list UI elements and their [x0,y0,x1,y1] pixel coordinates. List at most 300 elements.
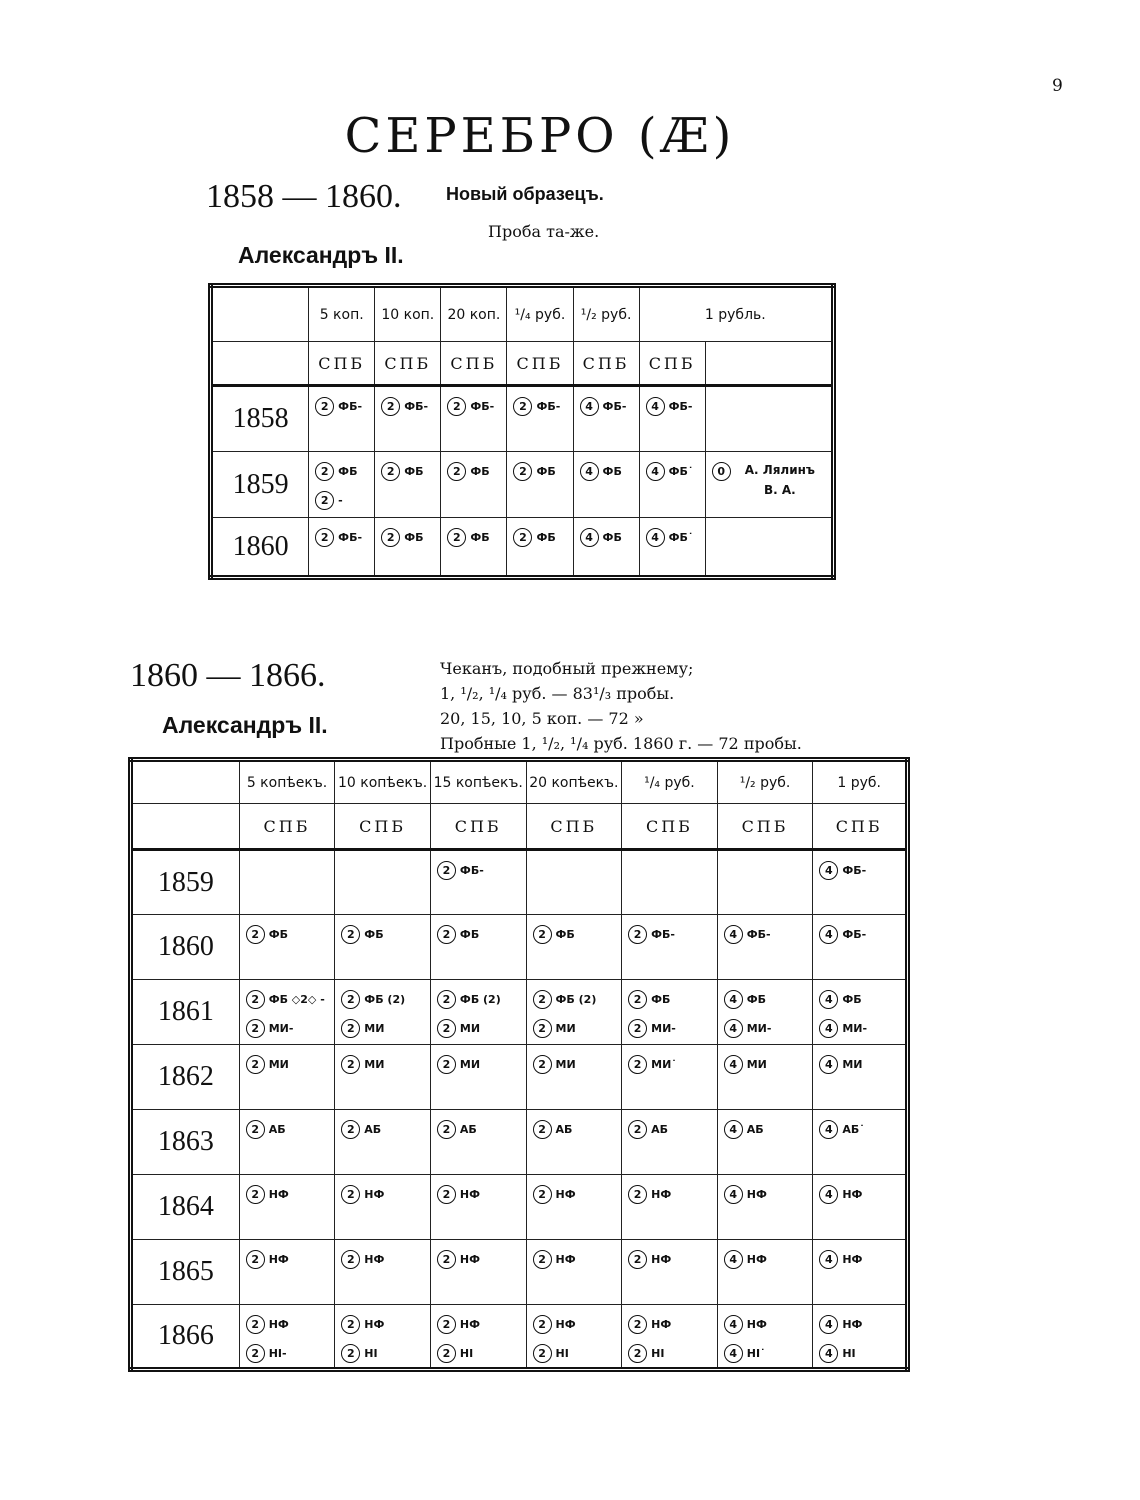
denomination-header: 15 копѣекъ. [430,760,526,804]
mint-mark [533,990,622,1009]
mint-mark [819,1250,905,1269]
mint-mark [513,397,572,416]
mintmaster-initials: НФ [746,1318,767,1331]
coin-table-1860-1866 [128,757,910,1372]
mintmaster-initials: ФБ [842,993,862,1006]
mintmaster-initials: ФБ- [842,864,867,877]
circle-mark-icon: 2 [246,1055,265,1074]
mintmaster-initials: НФ [555,1318,576,1331]
mint-mark [533,1120,622,1139]
coin-cell [335,1305,431,1370]
mint-mark [646,462,705,481]
mint-header: СПБ [639,342,705,386]
section1-subheading: Проба та-же. [488,222,600,241]
mintmaster-initials: НІ [364,1347,378,1360]
coin-cell [309,452,375,518]
circle-mark-icon: 4 [819,1019,838,1038]
circle-mark-icon: 4 [819,1055,838,1074]
mintmaster-initials: НІ [555,1347,569,1360]
circle-mark-icon: 2 [447,462,466,481]
mintmaster-initials: ФБ- [602,400,627,413]
mintmaster-initials: НФ [746,1188,767,1201]
coin-cell [239,1305,335,1370]
circle-mark-icon: 2 [437,1185,456,1204]
circle-mark-icon: 2 [533,1315,552,1334]
coin-cell [622,1175,718,1240]
mint-mark [628,1185,717,1204]
mint-mark [341,1185,430,1204]
circle-mark-icon: 2 [315,397,334,416]
circle-mark-icon: 0 [712,462,731,481]
denomination-header: 5 коп. [309,286,375,342]
circle-mark-icon: 4 [724,925,743,944]
circle-mark-icon: 4 [819,861,838,880]
mintmaster-initials: ФБ- [404,400,429,413]
mint-mark [533,1250,622,1269]
circle-mark-icon: 2 [628,1344,647,1363]
mint-mark [437,1250,526,1269]
mintmaster-initials: НІ- [268,1347,287,1360]
circle-mark-icon: 2 [381,397,400,416]
mint-mark [315,491,374,510]
mintmaster-initials: АБ [268,1123,286,1136]
circle-mark-icon: 2 [437,1315,456,1334]
coin-cell [375,452,441,518]
mintmaster-initials: ФБ˙ [668,531,694,544]
note-line: 20, 15, 10, 5 коп. — 72 » [440,709,644,728]
mint-mark [628,1315,717,1334]
coin-cell [813,1305,908,1370]
mintmaster-initials: НФ [459,1253,481,1266]
mintmaster-initials: ФБ- [668,400,693,413]
mint-mark [819,1055,905,1074]
mintmaster-initials: ФБ [459,928,480,941]
coin-cell [717,1175,813,1240]
mint-mark [437,1019,526,1038]
mintmaster-initials: МИ [459,1022,481,1035]
denomination-header: 20 коп. [441,286,507,342]
coin-cell [705,518,833,578]
mint-mark [628,1019,717,1038]
circle-mark-icon: 2 [246,1019,265,1038]
mintmaster-initials: МИ- [268,1022,294,1035]
note-line: Чеканъ, подобный прежнему; [440,659,694,678]
coin-cell [430,980,526,1045]
coin-cell [526,1175,622,1240]
mint-mark [437,1315,526,1334]
mintmaster-initials: НФ [651,1318,672,1331]
circle-mark-icon: 2 [246,990,265,1009]
circle-mark-icon: 4 [819,1344,838,1363]
coin-cell [813,1240,908,1305]
coin-cell [335,915,431,980]
coin-cell [430,1110,526,1175]
mintmaster-initials: ФБ- [746,928,771,941]
circle-mark-icon: 2 [341,1250,360,1269]
mint-mark [533,1055,622,1074]
coin-cell [717,1240,813,1305]
mintmaster-initials: МИ [555,1058,576,1071]
circle-mark-icon: 4 [580,397,599,416]
mint-mark [724,1344,813,1363]
mint-header: СПБ [507,342,573,386]
mintmaster-initials: ФБ- [470,400,495,413]
mintmaster-initials: МИ- [842,1022,868,1035]
circle-mark-icon: 2 [628,1315,647,1334]
signature-line: В. А. [763,483,796,497]
mintmaster-initials: ФБ (2) [364,993,406,1006]
section2-ruler: Александръ II. [162,712,328,738]
section2-notes [440,656,802,756]
year-cell: 1860 [131,915,240,980]
denomination-header: 1 рубль. [639,286,833,342]
mintmaster-initials: НФ [555,1253,576,1266]
coin-cell [430,1045,526,1110]
mint-mark [533,1315,622,1334]
coin-cell [639,452,705,518]
corner-cell [131,760,240,804]
mint-mark [580,397,639,416]
coin-cell [717,1110,813,1175]
mint-mark [819,990,905,1009]
section1-ruler: Александръ II. [238,242,404,268]
mint-mark [533,1019,622,1038]
circle-mark-icon: 2 [246,1250,265,1269]
coin-cell [335,850,431,915]
mint-mark [580,528,639,547]
coin-cell [813,1175,908,1240]
circle-mark-icon: 2 [246,1344,265,1363]
mint-mark [341,1315,430,1334]
mintmaster-initials: МИ [268,1058,289,1071]
coin-cell [526,1305,622,1370]
circle-mark-icon: 4 [819,1250,838,1269]
coin-cell [507,518,573,578]
mint-mark [628,990,717,1009]
coin-cell [239,1045,335,1110]
mint-header: СПБ [239,804,335,850]
mintmaster-initials: НФ [651,1253,672,1266]
circle-mark-icon: 4 [724,1185,743,1204]
page-title: СЕРЕБРО (Æ) [344,108,736,164]
mint-mark [437,1055,526,1074]
circle-mark-icon: 2 [628,1019,647,1038]
circle-mark-icon: 4 [646,462,665,481]
coin-cell [309,386,375,452]
year-cell: 1865 [131,1240,240,1305]
circle-mark-icon: 4 [724,1315,743,1334]
year-cell: 1864 [131,1175,240,1240]
mintmaster-initials: АБ [651,1123,669,1136]
note-line: Пробные 1, ¹/₂, ¹/₄ руб. 1860 г. — 72 пробы. [440,734,802,753]
coin-cell [813,980,908,1045]
mintmaster-initials: НФ [746,1253,767,1266]
mint-mark [819,1315,905,1334]
mintmaster-initials: НІ [459,1347,474,1360]
mint-header: СПБ [573,342,639,386]
coin-cell [622,1305,718,1370]
denomination-header: ¹/₂ руб. [717,760,813,804]
mint-mark [724,925,813,944]
circle-mark-icon: 2 [533,1120,552,1139]
circle-mark-icon: 2 [437,1019,456,1038]
coin-cell [375,518,441,578]
coin-cell [622,850,718,915]
circle-mark-icon: 2 [628,1250,647,1269]
mintmaster-initials: НІ˙ [746,1347,766,1360]
coin-cell [441,386,507,452]
coin-cell [813,1045,908,1110]
denomination-header: ¹/₂ руб. [573,286,639,342]
mint-mark [712,462,831,500]
mint-mark [315,397,374,416]
mint-mark [724,1250,813,1269]
mintmaster-initials: ФБ [404,465,424,478]
coin-cell [717,980,813,1045]
mint-mark [628,1250,717,1269]
mint-mark [533,1344,622,1363]
circle-mark-icon: 4 [724,1120,743,1139]
coin-cell [717,1305,813,1370]
mintmaster-initials: ФБ [602,531,622,544]
denomination-header: ¹/₄ руб. [507,286,573,342]
mintmaster-initials: ФБ [536,465,556,478]
mintmaster-initials: АБ [555,1123,573,1136]
circle-mark-icon: 4 [724,990,743,1009]
coin-cell [622,1240,718,1305]
mint-mark [724,1315,813,1334]
mintmaster-initials: НФ [268,1253,289,1266]
coin-cell [813,915,908,980]
mint-header: СПБ [813,804,908,850]
mint-mark [246,1055,335,1074]
coin-cell [717,915,813,980]
circle-mark-icon: 2 [533,1344,552,1363]
mint-mark [628,1120,717,1139]
note-line: 1, ¹/₂, ¹/₄ руб. — 83¹/₃ пробы. [440,684,675,703]
mint-mark [724,1055,813,1074]
mintmaster-initials: ФБ [555,928,575,941]
circle-mark-icon: 2 [315,528,334,547]
circle-mark-icon: 2 [437,1250,456,1269]
mintmaster-initials: НФ [364,1318,385,1331]
coin-cell [507,452,573,518]
corner-cell [131,804,240,850]
mintmaster-initials: МИ- [746,1022,772,1035]
coin-cell [239,1240,335,1305]
year-cell: 1863 [131,1110,240,1175]
mintmaster-initials: ФБ- [338,400,363,413]
coin-cell [441,452,507,518]
coin-cell [717,1045,813,1110]
mintmaster-initials: ФБ- [651,928,675,941]
circle-mark-icon: 2 [437,1055,456,1074]
mint-mark [381,528,440,547]
mint-mark [437,861,526,880]
mintmaster-initials: НФ [268,1318,289,1331]
mint-mark [447,462,506,481]
mintmaster-initials: МИ [459,1058,481,1071]
coin-cell [309,518,375,578]
mint-mark [628,925,717,944]
circle-mark-icon: 4 [819,925,838,944]
circle-mark-icon: 2 [341,1315,360,1334]
mint-mark [246,1185,335,1204]
mint-mark [513,462,572,481]
mint-mark [437,1344,526,1363]
mint-mark [724,990,813,1009]
circle-mark-icon: 2 [315,462,334,481]
mintmaster-initials: МИ [842,1058,863,1071]
circle-mark-icon: 2 [533,1019,552,1038]
circle-mark-icon: 4 [580,462,599,481]
coin-cell [239,850,335,915]
circle-mark-icon: 4 [646,397,665,416]
coin-cell [813,850,908,915]
coin-cell [526,980,622,1045]
mintmaster-initials: МИ [364,1022,385,1035]
coin-cell [335,1240,431,1305]
year-cell: 1861 [131,980,240,1045]
year-cell: 1858 [211,386,309,452]
circle-mark-icon: 2 [533,1055,552,1074]
circle-mark-icon: 2 [628,990,647,1009]
mint-mark [724,1185,813,1204]
mintmaster-initials: ФБ [536,531,556,544]
coin-cell [375,386,441,452]
signature-line: А. Лялинъ [744,463,815,477]
mintmaster-initials: МИ [746,1058,767,1071]
circle-mark-icon: 2 [246,1315,265,1334]
mintmaster-initials: ФБ- [536,400,561,413]
signature-note [745,460,815,500]
coin-cell [526,850,622,915]
coin-cell [239,1175,335,1240]
mint-mark [533,925,622,944]
mint-header: СПБ [622,804,718,850]
circle-mark-icon: 4 [580,528,599,547]
coin-cell [335,1045,431,1110]
mint-mark [246,925,335,944]
mintmaster-initials: НФ [268,1188,289,1201]
circle-mark-icon: 2 [447,528,466,547]
coin-cell [705,452,833,518]
mintmaster-initials: НФ [651,1188,672,1201]
mint-mark [437,1185,526,1204]
mint-mark [341,990,430,1009]
coin-cell [335,1110,431,1175]
mintmaster-initials: ФБ (2) [459,993,501,1006]
circle-mark-icon: 2 [628,1120,647,1139]
coin-cell [430,1175,526,1240]
circle-mark-icon: 2 [341,1185,360,1204]
circle-mark-icon: 2 [246,925,265,944]
coin-cell [622,1110,718,1175]
circle-mark-icon: 4 [724,1250,743,1269]
mintmaster-initials: АБ˙ [842,1123,865,1136]
circle-mark-icon: 2 [513,397,532,416]
mintmaster-initials: НФ [364,1188,385,1201]
mint-mark [246,1120,335,1139]
coin-cell [526,1240,622,1305]
mint-header: СПБ [430,804,526,850]
section1-years: 1858 — 1860. [206,178,402,215]
coin-cell [441,518,507,578]
corner-cell [211,286,309,342]
mint-mark [341,1120,430,1139]
mint-header: СПБ [375,342,441,386]
circle-mark-icon: 2 [628,1055,647,1074]
mintmaster-initials: МИ- [651,1022,676,1035]
circle-mark-icon: 2 [437,925,456,944]
circle-mark-icon: 2 [533,925,552,944]
coin-cell [526,1110,622,1175]
mint-mark [533,1185,622,1204]
mint-mark [724,1120,813,1139]
mintmaster-initials: ФБ- [842,928,867,941]
circle-mark-icon: 2 [341,1019,360,1038]
circle-mark-icon: 2 [513,462,532,481]
coin-cell [639,386,705,452]
mint-mark [447,528,506,547]
mintmaster-initials: ФБ [470,531,490,544]
mintmaster-initials: НФ [459,1188,481,1201]
circle-mark-icon: 2 [447,397,466,416]
mint-mark [315,462,374,481]
mintmaster-initials: ФБ [268,928,288,941]
mintmaster-initials: АБ [459,1123,477,1136]
mint-mark [646,397,705,416]
mint-header: СПБ [335,804,431,850]
mint-mark [628,1055,717,1074]
mint-mark [580,462,639,481]
coin-cell [622,980,718,1045]
coin-cell [622,1045,718,1110]
coin-cell [430,1305,526,1370]
denomination-header: 10 копѣекъ. [335,760,431,804]
circle-mark-icon: 2 [513,528,532,547]
mintmaster-initials: ФБ [651,993,671,1006]
circle-mark-icon: 2 [437,1344,456,1363]
coin-cell [335,1175,431,1240]
page-number: 9 [1052,76,1063,96]
mintmaster-initials: АБ [364,1123,382,1136]
circle-mark-icon: 4 [819,1185,838,1204]
mint-mark [381,462,440,481]
mint-mark [341,1055,430,1074]
mintmaster-initials: МИ [555,1022,576,1035]
circle-mark-icon: 2 [341,1055,360,1074]
mint-mark [819,925,905,944]
denomination-header: 20 копѣекъ. [526,760,622,804]
coin-cell [573,386,639,452]
mint-header: СПБ [309,342,375,386]
mintmaster-initials: - [338,494,343,507]
denomination-header: 1 руб. [813,760,908,804]
mintmaster-initials: ФБ ◇2◇ - [268,993,325,1006]
circle-mark-icon: 2 [315,491,334,510]
circle-mark-icon: 4 [819,1315,838,1334]
mintmaster-initials: НФ [842,1253,863,1266]
year-cell: 1862 [131,1045,240,1110]
year-cell: 1859 [131,850,240,915]
coin-cell [639,518,705,578]
coin-cell [705,386,833,452]
mint-mark [437,1120,526,1139]
circle-mark-icon: 2 [628,1185,647,1204]
coin-cell [573,518,639,578]
coin-cell [430,850,526,915]
